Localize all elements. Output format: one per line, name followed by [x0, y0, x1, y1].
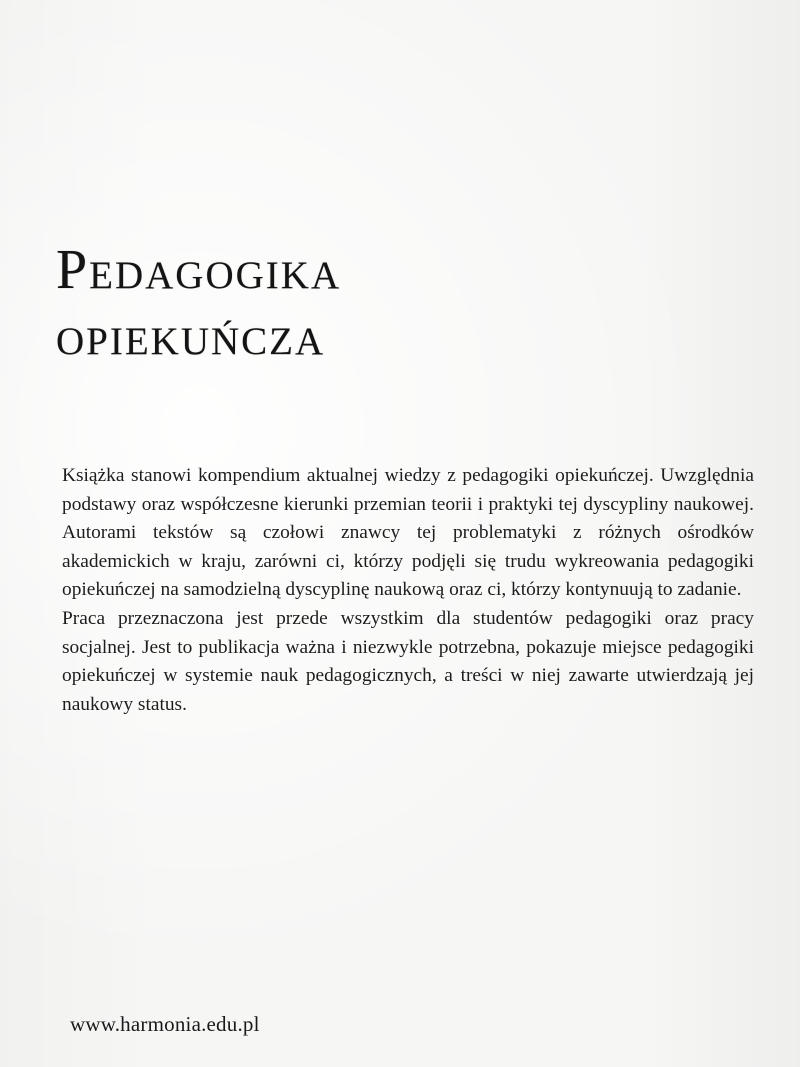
publisher-website: www.harmonia.edu.pl — [70, 1012, 260, 1036]
book-title — [56, 239, 342, 367]
description-paragraph-1: Książka stanowi kompendium aktualnej wiedzy z pedagogiki opiekuńczej. Uwzględnia podstawy oraz współczesne kierunki przemian teorii i praktyki tej dyscypliny naukowej. Autorami tekstów są czołowi znawcy tej problematyki z różnych ośrodków akademickich w kraju, zarówni ci, którzy podjęli się trudu wykreowania pedagogiki opiekuńczej na samodzielną dyscyplinę naukową oraz ci, którzy kontynuują to zadanie. — [62, 465, 754, 601]
book-description — [62, 462, 754, 719]
description-paragraph-2: Praca przeznaczona jest przede wszystkim dla studentów pedagogiki oraz pracy socjalnej. Jest to publikacja ważna i niezwykle potrzebna, pokazuje miejsce pedagogiki opiekuńczej w systemie nauk pedagogicznych, a treści w niej zawarte utwierdzają jej naukowy status. — [62, 607, 754, 715]
book-title-line-1: Pedagogika — [56, 239, 342, 301]
book-title-line-2: opiekuńcza — [56, 305, 326, 367]
